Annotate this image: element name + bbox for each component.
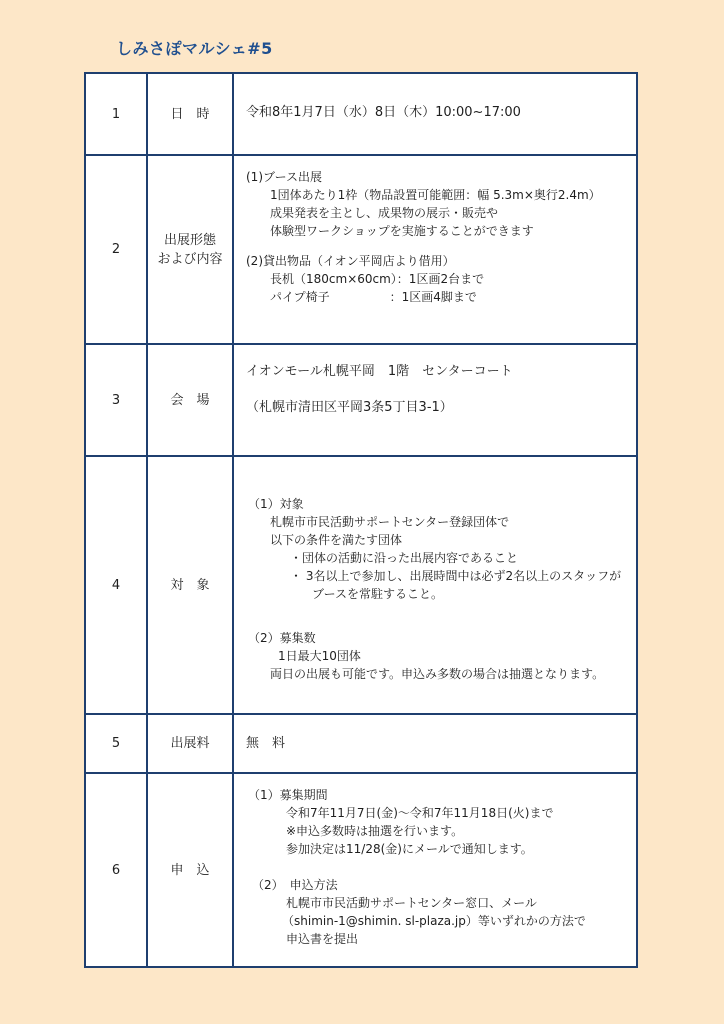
row-label: 出展料 — [146, 715, 234, 772]
table-row — [86, 455, 636, 713]
content-line: （shimin-1@shimin. sl-plaza.jp）等いずれかの方法で — [282, 914, 586, 928]
row-number: 4 — [111, 577, 121, 593]
row-label: 対 象 — [146, 457, 234, 713]
content-line: パイプ椅子 ：1区画4脚まで — [270, 290, 477, 304]
row-content — [234, 774, 636, 966]
content-line: （2） 申込方法 — [252, 878, 338, 892]
table-row — [86, 772, 636, 966]
content-line: 成果発表を主とし、成果物の展示・販売や — [270, 206, 499, 220]
content-line: 令和8年1月7日（水）8日（木）10:00~17:00 — [246, 105, 521, 120]
content-line: ※申込多数時は抽選を行います。 — [286, 824, 464, 838]
row-content — [234, 156, 636, 343]
content-line: （1）募集期間 — [248, 788, 328, 802]
row-label: 申 込 — [146, 774, 234, 966]
table-row — [86, 74, 636, 154]
row-label: 日 時 — [146, 74, 234, 154]
content-line: 両日の出展も可能です。申込み多数の場合は抽選となります。 — [270, 667, 605, 681]
content-line: ブースを常駐すること。 — [312, 587, 444, 601]
row-content — [234, 74, 636, 154]
info-table — [84, 72, 638, 968]
table-row — [86, 713, 636, 772]
table-row — [86, 154, 636, 343]
content-line: 長机（180cm×60cm）：1区画2台まで — [270, 272, 485, 286]
content-line: 無 料 — [246, 736, 286, 751]
page-title: しみさぽマルシェ#5 — [116, 39, 273, 58]
content-line: 1団体あたり1枠（物品設置可能範囲：幅 5.3m×奥行2.4m） — [270, 188, 601, 202]
content-line: 札幌市市民活動サポートセンター窓口、メール — [286, 896, 537, 910]
content-line: 参加決定は11/28(金)にメールで通知します。 — [286, 842, 533, 856]
content-line: 以下の条件を満たす団体 — [270, 533, 403, 547]
content-line: 体験型ワークショップを実施することができます — [270, 224, 534, 238]
content-line: (2)貸出物品（イオン平岡店より借用） — [246, 254, 455, 268]
content-line: (1)ブース出展 — [246, 170, 323, 184]
row-content — [234, 345, 636, 455]
table-row — [86, 343, 636, 455]
content-line: 1日最大10団体 — [278, 649, 361, 663]
row-label: 会 場 — [146, 345, 234, 455]
content-line: ・団体の活動に沿った出展内容であること — [290, 551, 519, 565]
content-line: 令和7年11月7日(金)～令和7年11月18日(火)まで — [286, 806, 554, 820]
content-line: （1）対象 — [248, 497, 304, 511]
content-line: 申込書を提出 — [286, 932, 359, 946]
row-number: 3 — [111, 392, 121, 408]
row-number: 1 — [111, 106, 121, 122]
row-label-line: および内容 — [157, 251, 223, 267]
row-number: 2 — [111, 242, 121, 257]
row-content — [234, 715, 636, 772]
content-line: （札幌市清田区平岡3条5丁目3-1） — [246, 400, 453, 415]
row-content — [234, 457, 636, 713]
row-number: 6 — [111, 862, 121, 878]
content-line: （2）募集数 — [248, 631, 316, 645]
content-line: ・ 3名以上で参加し、出展時間中は必ず2名以上のスタッフが — [290, 569, 622, 583]
content-line: 札幌市市民活動サポートセンター登録団体で — [270, 515, 510, 529]
row-label-line: 出展形態 — [163, 232, 216, 248]
row-number: 5 — [111, 736, 121, 751]
content-line: イオンモール札幌平岡 1階 センターコート — [246, 364, 513, 379]
row-label — [146, 156, 234, 343]
